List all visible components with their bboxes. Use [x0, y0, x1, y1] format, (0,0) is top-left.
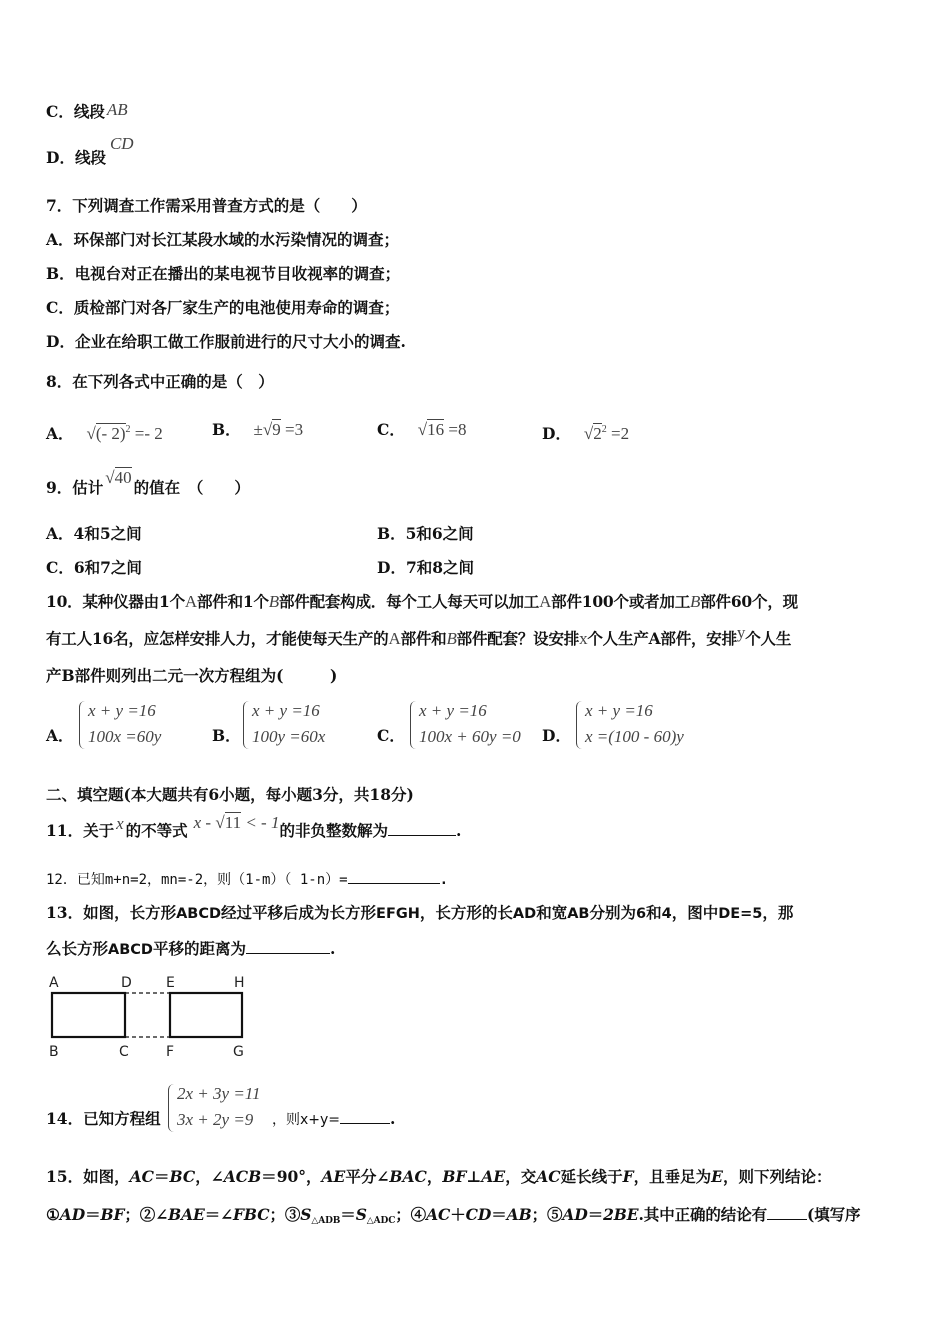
- option-text: 企业在给职工做工作服前进行的尺寸大小的调查.: [74, 332, 406, 351]
- text: .其中正确的结论有: [638, 1205, 767, 1224]
- text: 和: [646, 903, 662, 922]
- text: ，且垂足为: [633, 1167, 712, 1186]
- text: ＋: [450, 1205, 466, 1224]
- radicand: (- 2): [95, 424, 126, 443]
- q9-option-a: [46, 523, 142, 545]
- math-a: A: [184, 592, 197, 611]
- q7-option-a: [46, 229, 399, 251]
- text: (填写序: [807, 1205, 861, 1224]
- text: 10．某种仪器由: [46, 592, 159, 611]
- equation-1: x + y =16: [88, 701, 156, 720]
- text: ，则下列结论：: [722, 1167, 832, 1186]
- math: AC: [536, 1167, 561, 1186]
- q6-option-c: [46, 101, 128, 123]
- option-label: B．: [212, 420, 241, 439]
- q10-option-a-label: A．: [46, 726, 74, 745]
- exponent: 2: [601, 424, 607, 435]
- text: ①: [46, 1205, 60, 1224]
- q10-line-3: [46, 665, 337, 687]
- label-f: F: [166, 1044, 175, 1060]
- inequality: [194, 813, 280, 832]
- rhs: =8: [448, 420, 467, 439]
- math: S: [355, 1205, 367, 1224]
- sqrt-expression: √(- 2)$^2$ =- 2: [86, 424, 163, 443]
- label-h: H: [234, 975, 245, 991]
- sqrt-expression: ±√9 =3: [253, 420, 304, 439]
- q14-system: [168, 1084, 278, 1134]
- radicand: 2: [593, 424, 602, 443]
- math: BF: [100, 1205, 125, 1224]
- brace: [168, 1084, 175, 1132]
- option-label: C．: [46, 558, 74, 577]
- text: .: [439, 872, 449, 888]
- text: ，则x+y=: [272, 1112, 341, 1128]
- q10-line-2: [46, 623, 792, 650]
- text: 部件和: [400, 629, 447, 648]
- text: 60: [730, 592, 753, 611]
- option-label: C．: [377, 420, 405, 439]
- text: 个人生产: [587, 629, 649, 648]
- ineq-lhs: x -: [193, 813, 212, 832]
- math: AC: [426, 1205, 451, 1224]
- text: DE=5: [718, 906, 763, 922]
- math-b: B: [690, 592, 701, 611]
- sqrt-11: √11: [215, 813, 242, 832]
- math: AD: [562, 1205, 588, 1224]
- option-label: B．: [46, 264, 75, 283]
- option-label: C．: [46, 102, 74, 121]
- text: 部件: [700, 592, 731, 611]
- math-cd: CD: [109, 134, 134, 153]
- math: 2BE: [603, 1205, 639, 1224]
- text: ABCD: [108, 942, 153, 958]
- text: ；④: [395, 1205, 427, 1224]
- q10-line-1: [46, 591, 798, 613]
- text: .: [455, 821, 462, 840]
- math-b: B: [268, 592, 279, 611]
- sqrt-expression: √16 =8: [417, 420, 467, 439]
- text: 部件: [551, 592, 582, 611]
- option-text: 4和5之间: [73, 524, 142, 543]
- text: 100: [581, 592, 614, 611]
- text: 有工人: [46, 629, 92, 648]
- q14-pre: 14．已知方程组: [46, 1109, 161, 1128]
- math: AB: [506, 1205, 532, 1224]
- text: 个人生: [745, 629, 792, 648]
- text: 经过平移后成为长方形: [221, 903, 377, 922]
- text: ，交: [505, 1167, 537, 1186]
- q7-option-c: [46, 297, 399, 319]
- option-label: A．: [46, 424, 74, 443]
- q7-option-b: [46, 263, 400, 285]
- section-title: 二、填空题(本大题共有6小题，每小题3分，共18分): [46, 785, 414, 804]
- option-label: B．: [377, 524, 406, 543]
- math: ∠FBC: [220, 1205, 270, 1224]
- math-a: A: [539, 592, 552, 611]
- equation-2: x =(100 - 60)y: [585, 727, 684, 746]
- text: 6: [636, 906, 647, 922]
- text: 产: [46, 666, 62, 685]
- q13-line-2: [46, 938, 335, 961]
- text: EFGH: [376, 906, 420, 922]
- q11: [46, 813, 462, 842]
- sqrt-expression: $√2^2 =2$: [583, 424, 630, 443]
- text: 11．关于: [46, 821, 115, 840]
- text: 个，现: [752, 592, 798, 611]
- rhs: =- 2: [134, 424, 163, 443]
- text: 个: [169, 592, 185, 611]
- text: 的不等式: [125, 821, 188, 840]
- text: 13．如图，长方形: [46, 903, 177, 922]
- math: AE: [321, 1167, 346, 1186]
- q9-stem: [46, 468, 250, 499]
- text: 12．已知m+n=2，mn=-2，则（1-m）（ 1-n）=: [46, 872, 348, 888]
- q10-option-d-system: [576, 701, 716, 751]
- option-text: 质检部门对各厂家生产的电池使用寿命的调查；: [73, 298, 400, 317]
- text: ＝: [491, 1205, 507, 1224]
- q7-option-d: [46, 331, 406, 353]
- q8-option-c: [377, 419, 466, 441]
- option-label: A．: [46, 524, 74, 543]
- text: ＝: [204, 1205, 221, 1224]
- text: AB: [567, 906, 590, 922]
- text: 么长方形: [46, 939, 109, 958]
- ineq-rhs: < - 1: [245, 813, 280, 832]
- text: ，: [426, 1167, 443, 1186]
- text: AD: [512, 906, 537, 922]
- math: E: [711, 1167, 723, 1186]
- q10-option-b-system: [243, 701, 363, 751]
- math-a: A: [388, 629, 401, 648]
- text: ＝: [587, 1205, 604, 1224]
- math-x: x: [116, 814, 124, 833]
- text: .: [390, 1109, 396, 1128]
- math: BC: [169, 1167, 196, 1186]
- option-text: 7和8之间: [405, 558, 475, 577]
- equation-1: x + y =16: [419, 701, 487, 720]
- q8-stem: 8．在下列各式中正确的是（ ）: [46, 372, 274, 391]
- q9-option-b: [377, 523, 474, 545]
- q15-line-2: [46, 1204, 860, 1232]
- text: 部件配套？设安排: [456, 629, 580, 648]
- label-c: C: [119, 1044, 129, 1060]
- text: 部件，安排: [660, 629, 737, 648]
- text: 的非负整数解为: [279, 821, 388, 840]
- math: ∠ACB: [210, 1167, 262, 1186]
- q9-option-d: [377, 557, 474, 579]
- text: 部件则列出二元一次方程组为( ): [74, 666, 338, 685]
- text: ，图中: [671, 903, 719, 922]
- math-x: x: [579, 629, 588, 648]
- math-y: y: [736, 623, 746, 642]
- stem-text: 9．估计: [46, 478, 104, 497]
- option-label: D．: [46, 332, 75, 351]
- label-e: E: [166, 975, 175, 991]
- equation-1: 2x + 3y =11: [177, 1084, 261, 1103]
- option-label: D．: [542, 424, 571, 443]
- label-b: B: [49, 1044, 59, 1060]
- text: ＝: [261, 1167, 277, 1186]
- label-g: G: [233, 1044, 244, 1060]
- radicand: 40: [114, 468, 132, 487]
- math-b: B: [446, 629, 457, 648]
- q15-line-1: [46, 1166, 831, 1188]
- text: 部件和: [196, 592, 243, 611]
- rhs: =2: [610, 424, 630, 443]
- q10-option-c-system: [410, 701, 550, 751]
- option-text: 环保部门对长江某段水域的水污染情况的调查；: [73, 230, 400, 249]
- equation-1: x + y =16: [585, 701, 653, 720]
- text: 90°: [276, 1167, 307, 1186]
- text: 分别为: [589, 903, 636, 922]
- label-d: D: [121, 975, 132, 991]
- sqrt-40: √40: [105, 468, 132, 487]
- text: ，长方形的长: [419, 903, 513, 922]
- math: F: [622, 1167, 634, 1186]
- text: .: [329, 939, 336, 958]
- text: ＝: [340, 1205, 356, 1224]
- radicand: 9: [272, 420, 281, 439]
- option-label: D．: [46, 148, 75, 167]
- answer-blank[interactable]: [348, 868, 440, 884]
- option-text: 5和6之间: [405, 524, 474, 543]
- text: ＝: [85, 1205, 101, 1224]
- q8-option-a: [46, 419, 163, 445]
- option-label: C．: [46, 298, 74, 317]
- brace: [576, 701, 583, 749]
- stem-text: 的值在 （ ）: [133, 478, 250, 497]
- math: CD: [465, 1205, 492, 1224]
- label-a: A: [49, 975, 59, 991]
- q8-option-d: [542, 419, 629, 445]
- answer-blank[interactable]: [767, 1204, 807, 1220]
- text: 平分: [345, 1167, 377, 1186]
- math: ∠BAC: [376, 1167, 427, 1186]
- option-text: 电视台对正在播出的某电视节目收视率的调查；: [74, 264, 401, 283]
- option-text: 6和7之间: [73, 558, 142, 577]
- q14-post: [272, 1108, 395, 1131]
- brace: [79, 701, 86, 749]
- text: ABCD: [176, 906, 222, 922]
- equation-1: x + y =16: [252, 701, 320, 720]
- math: AC: [129, 1167, 154, 1186]
- text: ，: [195, 1167, 211, 1186]
- rhs: =3: [284, 420, 304, 439]
- answer-blank[interactable]: [340, 1108, 390, 1124]
- text: 延长线于: [560, 1167, 623, 1186]
- text: ；③: [269, 1205, 301, 1224]
- exponent: 2: [125, 424, 131, 435]
- q8-option-b: [212, 419, 303, 441]
- text: 4: [661, 906, 672, 922]
- text: 名，应怎样安排人力，才能使每天生产的: [113, 629, 389, 648]
- equation-2: 100x + 60y =0: [419, 727, 521, 746]
- brace: [410, 701, 417, 749]
- text: 1: [242, 592, 254, 611]
- text: B: [61, 666, 75, 685]
- q9-option-c: [46, 557, 142, 579]
- math: AD: [59, 1205, 86, 1224]
- text: 个或者加工: [613, 592, 691, 611]
- answer-blank[interactable]: [388, 820, 456, 836]
- text: 个: [253, 592, 269, 611]
- rectangle-translation-figure: [40, 970, 255, 1065]
- option-text: 线段: [74, 148, 106, 167]
- radicand: 16: [427, 420, 445, 439]
- math-ab: AB: [106, 100, 128, 119]
- rectangle-efgh: [170, 993, 242, 1037]
- q10-option-d-label: D．: [542, 726, 571, 745]
- text: ＝: [153, 1167, 170, 1186]
- q12: [46, 868, 448, 891]
- equation-2: 3x + 2y =9: [177, 1110, 254, 1129]
- text: 15．如图，: [46, 1167, 130, 1186]
- text: 部件配套构成．每个工人每天可以加工: [278, 592, 540, 611]
- text: 16: [91, 629, 114, 648]
- math: S: [300, 1205, 312, 1224]
- equation-2: 100y =60x: [252, 727, 326, 746]
- text: 平移的距离为: [152, 939, 246, 958]
- subscript: △ADB: [311, 1216, 341, 1226]
- q6-option-d: [46, 134, 134, 169]
- text: 1: [158, 592, 170, 611]
- text: ，: [306, 1167, 322, 1186]
- brace: [243, 701, 250, 749]
- plus-minus: ±: [253, 420, 263, 439]
- text: 和宽: [536, 903, 568, 922]
- text: A: [648, 629, 661, 648]
- answer-blank[interactable]: [246, 938, 330, 954]
- text: ；②: [124, 1205, 156, 1224]
- q10-option-c-label: C．: [377, 726, 405, 745]
- text: ，那: [762, 903, 794, 922]
- math: BF⊥AE: [442, 1167, 506, 1186]
- option-text: 线段: [73, 102, 105, 121]
- math: ∠BAE: [155, 1205, 205, 1224]
- q13-line-1: [46, 902, 793, 925]
- equation-2: 100x =60y: [88, 727, 162, 746]
- radicand: 11: [224, 813, 242, 832]
- q7-stem: 7．下列调查工作需采用普查方式的是（ ）: [46, 196, 367, 215]
- subscript: △ADC: [366, 1216, 396, 1226]
- q10-option-a-system: [79, 701, 199, 751]
- q10-option-b-label: B．: [212, 726, 241, 745]
- rectangle-abcd: [52, 993, 125, 1037]
- option-label: A．: [46, 230, 74, 249]
- text: ；⑤: [531, 1205, 563, 1224]
- option-label: D．: [377, 558, 406, 577]
